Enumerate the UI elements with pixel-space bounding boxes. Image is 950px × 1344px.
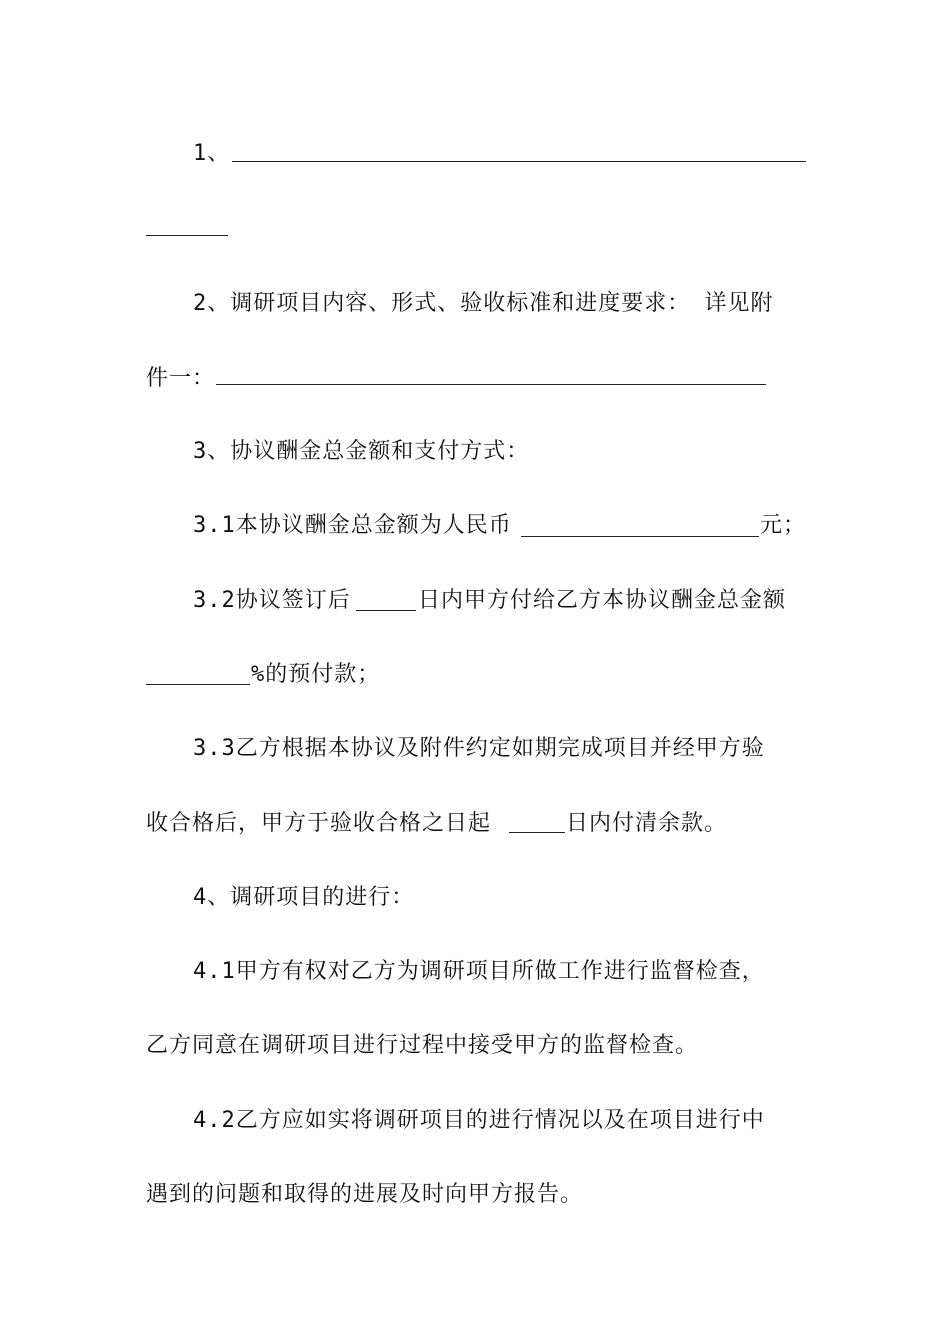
item-1-blank (232, 161, 806, 162)
item-4-1-line-1: 4.1甲方有权对乙方为调研项目所做工作进行监督检查， (193, 959, 765, 984)
item-4-2-line-2: 遇到的问题和取得的进展及时向甲方报告。 (146, 1182, 584, 1207)
item-4-1-line-2: 乙方同意在调研项目进行过程中接受甲方的监督检查。 (146, 1033, 699, 1058)
item-1-label: 1、 (193, 141, 231, 166)
item-3-3-days-blank (509, 832, 565, 833)
item-3-2-text-a: 3.2协议签订后 (193, 588, 351, 613)
item-2-line-2: 件一： (146, 366, 216, 391)
item-3-3-line-2-b: 日内付清余款。 (566, 811, 728, 836)
item-4-2-line-1: 4.2乙方应如实将调研项目的进行情况以及在项目进行中 (193, 1108, 765, 1133)
item-3-1-suffix: 元； (760, 513, 807, 538)
item-3-3-line-2-a: 收合格后，甲方于验收合格之日起 (146, 811, 492, 836)
item-4-heading: 4、调研项目的进行： (193, 885, 415, 910)
item-3-1-amount-blank (521, 536, 759, 537)
item-3-2-percent-blank (146, 684, 250, 685)
item-3-1-prefix: 3.1本协议酬金总金额为人民币 (193, 513, 512, 538)
item-3-2-text-c: %的预付款； (251, 662, 381, 687)
item-3-2-text-b: 日内甲方付给乙方本协议酬金总金额 (418, 588, 787, 613)
item-3-heading: 3、协议酬金总金额和支付方式： (193, 439, 530, 464)
item-3-2-days-blank (356, 610, 416, 611)
item-2-line-1: 2、调研项目内容、形式、验收标准和进度要求： 详见附 (193, 291, 774, 316)
item-2-blank (216, 384, 766, 385)
item-3-3-line-1: 3.3乙方根据本协议及附件约定如期完成项目并经甲方验 (193, 736, 765, 761)
item-1-blank-continuation (146, 235, 228, 236)
